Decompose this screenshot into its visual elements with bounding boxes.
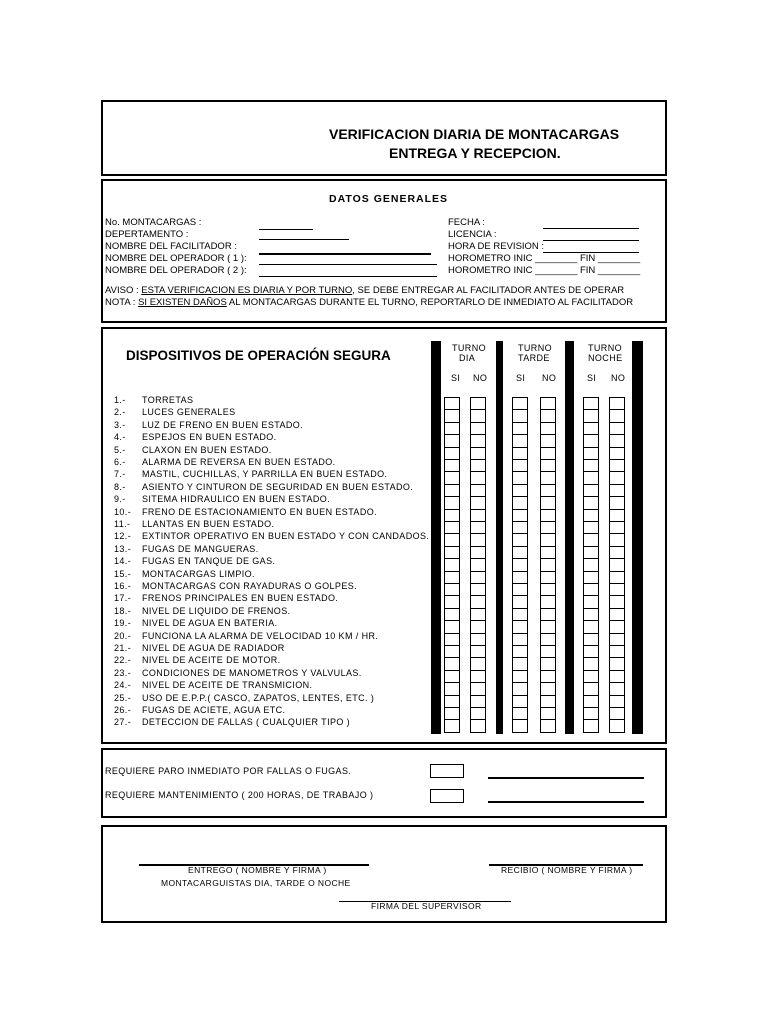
checklist-checkbox[interactable] bbox=[444, 521, 460, 534]
checklist-checkbox[interactable] bbox=[609, 645, 625, 658]
checklist-checkbox[interactable] bbox=[470, 558, 486, 571]
checklist-item-text: NIVEL DE AGUA DE RADIADOR bbox=[142, 643, 285, 653]
checklist-checkbox[interactable] bbox=[444, 558, 460, 571]
shift-noche-line1: TURNO bbox=[588, 343, 622, 353]
checklist-item-number: 11.- bbox=[114, 519, 131, 529]
checklist-checkbox[interactable] bbox=[470, 707, 486, 720]
checklist-checkbox[interactable] bbox=[583, 422, 599, 435]
checklist-checkbox[interactable] bbox=[540, 682, 556, 695]
checklist-checkbox[interactable] bbox=[540, 558, 556, 571]
checklist-checkbox[interactable] bbox=[540, 719, 556, 732]
departamento-input-line[interactable] bbox=[259, 239, 349, 240]
checklist-checkbox[interactable] bbox=[470, 546, 486, 559]
checklist-item-text: LLANTAS EN BUEN ESTADO. bbox=[142, 519, 275, 529]
checklist-checkbox[interactable] bbox=[512, 657, 528, 670]
checklist-checkbox[interactable] bbox=[512, 571, 528, 584]
shift-tarde-line1: TURNO bbox=[518, 343, 552, 353]
checklist-checkbox[interactable] bbox=[470, 670, 486, 683]
checklist-checkbox[interactable] bbox=[444, 657, 460, 670]
hora-revision-input-line[interactable] bbox=[543, 252, 639, 253]
nota-note bbox=[105, 297, 633, 308]
checklist-checkbox[interactable] bbox=[609, 509, 625, 522]
checklist-checkbox[interactable] bbox=[609, 571, 625, 584]
checklist-checkbox[interactable] bbox=[540, 633, 556, 646]
checklist-item-number: 22.- bbox=[114, 655, 132, 666]
checklist-heading: DISPOSITIVOS DE OPERACIÓN SEGURA bbox=[126, 348, 391, 363]
checklist-item-number: 13.- bbox=[114, 543, 132, 554]
checklist-checkbox[interactable] bbox=[512, 397, 528, 410]
field-label-hora-revision: HORA DE REVISION : bbox=[448, 241, 545, 252]
requirement-paro-line[interactable] bbox=[488, 777, 644, 779]
checklist-checkbox[interactable] bbox=[470, 521, 486, 534]
checklist-checkbox[interactable] bbox=[609, 447, 625, 460]
checklist-item-number: 15.- bbox=[114, 568, 132, 579]
checklist-checkbox[interactable] bbox=[609, 620, 625, 633]
checklist-item-number: 23.- bbox=[114, 667, 132, 678]
checklist-checkbox[interactable] bbox=[444, 533, 460, 546]
checklist-checkbox[interactable] bbox=[470, 595, 486, 608]
checklist-checkbox[interactable] bbox=[470, 571, 486, 584]
checklist-item-number: 7.- bbox=[114, 469, 126, 480]
operador-2-input-line[interactable] bbox=[259, 276, 437, 277]
no-label-dia: NO bbox=[473, 373, 488, 383]
checklist-checkbox[interactable] bbox=[609, 521, 625, 534]
checklist-checkbox[interactable] bbox=[583, 434, 599, 447]
aviso-rest: , SE DEBE ENTREGAR AL FACILITADOR ANTES DE OPERAR bbox=[352, 285, 625, 296]
checklist-checkbox[interactable] bbox=[609, 484, 625, 497]
shift-tarde-line2: TARDE bbox=[518, 353, 550, 363]
checklist-checkbox[interactable] bbox=[512, 496, 528, 509]
checklist-checkbox[interactable] bbox=[512, 509, 528, 522]
checklist-checkbox[interactable] bbox=[540, 471, 556, 484]
checklist-item-number: 20.- bbox=[114, 630, 132, 641]
field-label-horometro-1: HOROMETRO INIC ________ FIN ________ bbox=[448, 253, 641, 264]
checklist-checkbox[interactable] bbox=[470, 719, 486, 732]
checklist-checkbox[interactable] bbox=[444, 707, 460, 720]
checklist-checkbox[interactable] bbox=[512, 533, 528, 546]
checklist-checkbox[interactable] bbox=[540, 670, 556, 683]
checklist-checkbox[interactable] bbox=[470, 608, 486, 621]
checklist-item-number: 1.- bbox=[114, 395, 126, 405]
checklist-item-text: ASIENTO Y CINTURON DE SEGURIDAD EN BUEN ESTADO. bbox=[142, 481, 414, 492]
checklist-checkbox[interactable] bbox=[609, 471, 625, 484]
checklist-item-text: NIVEL DE ACEITE DE MOTOR. bbox=[142, 655, 281, 666]
facilitador-input-line[interactable] bbox=[259, 253, 431, 255]
shift-separator-bar bbox=[565, 341, 574, 734]
checklist-checkbox[interactable] bbox=[540, 459, 556, 472]
checklist-checkbox[interactable] bbox=[444, 682, 460, 695]
checklist-checkbox[interactable] bbox=[470, 657, 486, 670]
checklist-checkbox[interactable] bbox=[609, 595, 625, 608]
checklist-checkbox[interactable] bbox=[444, 645, 460, 658]
shift-separator-bar bbox=[632, 341, 643, 734]
field-label-operador-2: NOMBRE DEL OPERADOR ( 2 ): bbox=[105, 265, 247, 276]
entrego-sublabel: MONTACARGUISTAS DIA, TARDE O NOCHE bbox=[161, 878, 351, 888]
checklist-item-number: 6.- bbox=[114, 457, 126, 467]
checklist-checkbox[interactable] bbox=[583, 719, 599, 732]
checklist-item-number: 5.- bbox=[114, 444, 126, 455]
checklist-checkbox[interactable] bbox=[540, 571, 556, 584]
checklist-checkbox[interactable] bbox=[444, 434, 460, 447]
general-data-heading: DATOS GENERALES bbox=[329, 193, 449, 205]
checklist-item-text: NIVEL DE ACEITE DE TRANSMICION. bbox=[142, 680, 313, 691]
checklist-checkbox[interactable] bbox=[512, 645, 528, 658]
checklist-checkbox[interactable] bbox=[470, 509, 486, 522]
checklist-checkbox[interactable] bbox=[444, 496, 460, 509]
nota-label: NOTA : bbox=[105, 297, 136, 308]
checklist-checkbox[interactable] bbox=[444, 471, 460, 484]
entrego-label: ENTREGO ( NOMBRE Y FIRMA ) bbox=[188, 865, 327, 875]
checklist-item-text: CLAXON EN BUEN ESTADO. bbox=[142, 444, 272, 455]
checklist-item-text: NIVEL DE AGUA EN BATERIA. bbox=[142, 618, 278, 629]
checklist-checkbox[interactable] bbox=[512, 633, 528, 646]
checklist-checkbox[interactable] bbox=[444, 695, 460, 708]
checklist-item-text: ALARMA DE REVERSA EN BUEN ESTADO. bbox=[142, 457, 336, 467]
checklist-item-text: LUZ DE FRENO EN BUEN ESTADO. bbox=[142, 419, 304, 430]
checklist-checkbox[interactable] bbox=[609, 434, 625, 447]
checklist-checkbox[interactable] bbox=[540, 422, 556, 435]
checklist-checkbox[interactable] bbox=[512, 608, 528, 621]
checklist-checkbox[interactable] bbox=[609, 707, 625, 720]
checklist-item-number: 12.- bbox=[114, 531, 132, 542]
checklist-checkbox[interactable] bbox=[470, 695, 486, 708]
checklist-checkbox[interactable] bbox=[470, 471, 486, 484]
checklist-checkbox[interactable] bbox=[583, 695, 599, 708]
checklist-checkbox[interactable] bbox=[609, 670, 625, 683]
checklist-checkbox[interactable] bbox=[609, 583, 625, 596]
checklist-checkbox[interactable] bbox=[470, 620, 486, 633]
checklist-item-text: MONTACARGAS CON RAYADURAS O GOLPES. bbox=[142, 581, 358, 591]
checklist-checkbox[interactable] bbox=[540, 434, 556, 447]
requirement-mantenimiento-checkbox[interactable] bbox=[430, 789, 464, 803]
checklist-checkbox[interactable] bbox=[583, 521, 599, 534]
checklist-checkbox[interactable] bbox=[512, 546, 528, 559]
checklist-checkbox[interactable] bbox=[540, 707, 556, 720]
checklist-item-number: 3.- bbox=[114, 419, 126, 430]
checklist-checkbox[interactable] bbox=[609, 409, 625, 422]
checklist-checkbox[interactable] bbox=[444, 397, 460, 410]
supervisor-label: FIRMA DEL SUPERVISOR bbox=[371, 901, 482, 911]
checklist-item-number: 8.- bbox=[114, 481, 126, 492]
field-label-departamento: DEPERTAMENTO : bbox=[105, 229, 189, 240]
shift-dia-line2: DIA bbox=[459, 353, 476, 363]
checklist-item-text: FUGAS DE MANGUERAS. bbox=[142, 543, 259, 554]
checklist-checkbox[interactable] bbox=[609, 533, 625, 546]
checklist-checkbox[interactable] bbox=[444, 546, 460, 559]
form-title: VERIFICACION DIARIA DE MONTACARGAS bbox=[329, 126, 620, 142]
checklist-checkbox[interactable] bbox=[583, 546, 599, 559]
checklist-item-number: 16.- bbox=[114, 581, 132, 591]
checklist-checkbox[interactable] bbox=[470, 583, 486, 596]
checklist-checkbox[interactable] bbox=[540, 397, 556, 410]
no-label-noche: NO bbox=[611, 373, 626, 383]
checklist-checkbox[interactable] bbox=[512, 682, 528, 695]
checklist-checkbox[interactable] bbox=[540, 608, 556, 621]
general-data-box bbox=[101, 179, 667, 323]
checklist-checkbox[interactable] bbox=[583, 496, 599, 509]
form-subtitle: ENTREGA Y RECEPCION. bbox=[389, 145, 561, 161]
requirement-paro-label: REQUIERE PARO INMEDIATO POR FALLAS O FUGAS. bbox=[105, 766, 352, 776]
checklist-item-text: FRENO DE ESTACIONAMIENTO EN BUEN ESTADO. bbox=[142, 506, 378, 517]
checklist-checkbox[interactable] bbox=[609, 546, 625, 559]
checklist-item-text: NIVEL DE LIQUIDO DE FRENOS. bbox=[142, 605, 291, 616]
checklist-checkbox[interactable] bbox=[540, 521, 556, 534]
checklist-checkbox[interactable] bbox=[444, 447, 460, 460]
checklist-checkbox[interactable] bbox=[444, 459, 460, 472]
checklist-checkbox[interactable] bbox=[512, 447, 528, 460]
checklist-item-text: FUNCIONA LA ALARMA DE VELOCIDAD 10 KM / HR. bbox=[142, 630, 379, 641]
header-box bbox=[101, 100, 667, 176]
checklist-checkbox[interactable] bbox=[540, 620, 556, 633]
checklist-item-text: DETECCION DE FALLAS ( CUALQUIER TIPO ) bbox=[142, 717, 351, 728]
checklist-checkbox[interactable] bbox=[583, 571, 599, 584]
checklist-checkbox[interactable] bbox=[583, 620, 599, 633]
shift-dia-line1: TURNO bbox=[452, 343, 486, 353]
checklist-checkbox[interactable] bbox=[512, 707, 528, 720]
checklist-checkbox[interactable] bbox=[540, 695, 556, 708]
checklist-checkbox[interactable] bbox=[609, 719, 625, 732]
checklist-checkbox[interactable] bbox=[512, 719, 528, 732]
checklist-checkbox[interactable] bbox=[444, 409, 460, 422]
checklist-checkbox[interactable] bbox=[444, 620, 460, 633]
checklist-checkbox[interactable] bbox=[470, 633, 486, 646]
checklist-checkbox[interactable] bbox=[540, 496, 556, 509]
checklist-box bbox=[101, 327, 667, 744]
aviso-label: AVISO : bbox=[105, 285, 139, 296]
checklist-checkbox[interactable] bbox=[583, 471, 599, 484]
montacargas-input-line[interactable] bbox=[259, 229, 313, 230]
checklist-item-text: CONDICIONES DE MANOMETROS Y VALVULAS. bbox=[142, 667, 362, 678]
checklist-item-text: EXTINTOR OPERATIVO EN BUEN ESTADO Y CON CANDADOS. bbox=[142, 531, 430, 542]
operador-1-input-line[interactable] bbox=[259, 264, 437, 265]
checklist-item-text: MONTACARGAS LIMPIO. bbox=[142, 568, 255, 579]
checklist-checkbox[interactable] bbox=[512, 595, 528, 608]
checklist-item-number: 18.- bbox=[114, 605, 132, 616]
si-label-noche: SI bbox=[587, 373, 597, 383]
checklist-item-number: 2.- bbox=[114, 407, 126, 418]
signatures-box bbox=[101, 825, 667, 923]
checklist-checkbox[interactable] bbox=[583, 558, 599, 571]
checklist-checkbox[interactable] bbox=[470, 409, 486, 422]
aviso-underlined: ESTA VERIFICACION ES DIARIA Y POR TURNO bbox=[141, 285, 353, 296]
checklist-checkbox[interactable] bbox=[609, 422, 625, 435]
checklist-checkbox[interactable] bbox=[512, 422, 528, 435]
checklist-checkbox[interactable] bbox=[540, 533, 556, 546]
checklist-item-number: 4.- bbox=[114, 432, 126, 443]
checklist-checkbox[interactable] bbox=[583, 633, 599, 646]
checklist-item-number: 14.- bbox=[114, 556, 132, 567]
checklist-item-number: 21.- bbox=[114, 643, 132, 653]
checklist-checkbox[interactable] bbox=[583, 447, 599, 460]
checklist-checkbox[interactable] bbox=[583, 484, 599, 497]
fecha-input-line[interactable] bbox=[543, 228, 639, 229]
checklist-checkbox[interactable] bbox=[512, 521, 528, 534]
checklist-checkbox[interactable] bbox=[470, 422, 486, 435]
licencia-input-line[interactable] bbox=[543, 240, 639, 241]
checklist-checkbox[interactable] bbox=[583, 670, 599, 683]
checklist-item-text: MASTIL, CUCHILLAS, Y PARRILLA EN BUEN ESTADO. bbox=[142, 469, 388, 480]
checklist-checkbox[interactable] bbox=[512, 459, 528, 472]
checklist-checkbox[interactable] bbox=[583, 583, 599, 596]
checklist-item-number: 24.- bbox=[114, 680, 132, 691]
field-label-operador-1: NOMBRE DEL OPERADOR ( 1 ): bbox=[105, 253, 247, 264]
checklist-checkbox[interactable] bbox=[470, 682, 486, 695]
checklist-checkbox[interactable] bbox=[444, 608, 460, 621]
shift-separator-bar bbox=[496, 341, 503, 734]
checklist-checkbox[interactable] bbox=[583, 509, 599, 522]
checklist-checkbox[interactable] bbox=[444, 595, 460, 608]
checklist-item-number: 10.- bbox=[114, 506, 132, 517]
checklist-checkbox[interactable] bbox=[540, 583, 556, 596]
no-label-tarde: NO bbox=[542, 373, 557, 383]
checklist-item-text: LUCES GENERALES bbox=[142, 407, 236, 418]
checklist-item-text: FUGAS EN TANQUE DE GAS. bbox=[142, 556, 276, 567]
checklist-checkbox[interactable] bbox=[512, 620, 528, 633]
nota-underlined: SI EXISTEN DAÑOS bbox=[138, 297, 227, 308]
checklist-checkbox[interactable] bbox=[583, 657, 599, 670]
checklist-checkbox[interactable] bbox=[609, 558, 625, 571]
checklist-item-number: 26.- bbox=[114, 705, 132, 715]
requirement-mantenimiento-label: REQUIERE MANTENIMIENTO ( 200 HORAS, DE TRABAJO ) bbox=[105, 790, 374, 800]
checklist-checkbox[interactable] bbox=[609, 496, 625, 509]
checklist-checkbox[interactable] bbox=[512, 583, 528, 596]
checklist-checkbox[interactable] bbox=[540, 509, 556, 522]
checklist-item-number: 17.- bbox=[114, 593, 132, 604]
si-label-tarde: SI bbox=[516, 373, 526, 383]
checklist-checkbox[interactable] bbox=[540, 657, 556, 670]
checklist-item-text: ESPEJOS EN BUEN ESTADO. bbox=[142, 432, 277, 443]
checklist-checkbox[interactable] bbox=[540, 595, 556, 608]
checklist-checkbox[interactable] bbox=[444, 484, 460, 497]
checklist-checkbox[interactable] bbox=[444, 719, 460, 732]
si-label-dia: SI bbox=[451, 373, 461, 383]
checklist-checkbox[interactable] bbox=[470, 434, 486, 447]
field-label-facilitador: NOMBRE DEL FACILITADOR : bbox=[105, 241, 237, 252]
checklist-checkbox[interactable] bbox=[540, 484, 556, 497]
checklist-checkbox[interactable] bbox=[512, 670, 528, 683]
checklist-item-number: 9.- bbox=[114, 494, 126, 505]
checklist-item-number: 19.- bbox=[114, 618, 132, 629]
aviso-note bbox=[105, 285, 624, 296]
checklist-checkbox[interactable] bbox=[470, 459, 486, 472]
checklist-checkbox[interactable] bbox=[444, 422, 460, 435]
checklist-checkbox[interactable] bbox=[609, 608, 625, 621]
checklist-checkbox[interactable] bbox=[512, 471, 528, 484]
checklist-checkbox[interactable] bbox=[444, 583, 460, 596]
checklist-checkbox[interactable] bbox=[512, 558, 528, 571]
checklist-item-text: FUGAS DE ACIETE, AGUA ETC. bbox=[142, 705, 286, 715]
checklist-checkbox[interactable] bbox=[609, 695, 625, 708]
checklist-checkbox[interactable] bbox=[583, 533, 599, 546]
shift-noche-line2: NOCHE bbox=[588, 353, 623, 363]
checklist-checkbox[interactable] bbox=[583, 595, 599, 608]
checklist-checkbox[interactable] bbox=[444, 571, 460, 584]
checklist-checkbox[interactable] bbox=[470, 484, 486, 497]
field-label-horometro-2: HOROMETRO INIC ________ FIN ________ bbox=[448, 265, 641, 276]
checklist-checkbox[interactable] bbox=[540, 645, 556, 658]
checklist-checkbox[interactable] bbox=[512, 695, 528, 708]
checklist-item-text: SITEMA HIDRAULICO EN BUEN ESTADO. bbox=[142, 494, 331, 505]
checklist-checkbox[interactable] bbox=[470, 397, 486, 410]
checklist-checkbox[interactable] bbox=[444, 670, 460, 683]
checklist-checkbox[interactable] bbox=[609, 397, 625, 410]
checklist-checkbox[interactable] bbox=[444, 509, 460, 522]
checklist-checkbox[interactable] bbox=[470, 533, 486, 546]
checklist-item-number: 25.- bbox=[114, 692, 132, 703]
checklist-checkbox[interactable] bbox=[470, 496, 486, 509]
field-label-fecha: FECHA : bbox=[448, 217, 485, 228]
checklist-item-text: FRENOS PRINCIPALES EN BUEN ESTADO. bbox=[142, 593, 339, 604]
shift-separator-bar bbox=[431, 341, 441, 734]
checklist-checkbox[interactable] bbox=[583, 707, 599, 720]
checklist-item-text: USO DE E.P.P.( CASCO, ZAPATOS, LENTES, ETC. ) bbox=[142, 692, 375, 703]
checklist-checkbox[interactable] bbox=[609, 682, 625, 695]
checklist-item-text: TORRETAS bbox=[142, 395, 194, 405]
checklist-checkbox[interactable] bbox=[583, 682, 599, 695]
checklist-checkbox[interactable] bbox=[583, 397, 599, 410]
recibio-label: RECIBIO ( NOMBRE Y FIRMA ) bbox=[501, 865, 633, 875]
checklist-checkbox[interactable] bbox=[609, 657, 625, 670]
checklist-checkbox[interactable] bbox=[540, 447, 556, 460]
field-label-licencia: LICENCIA : bbox=[448, 229, 497, 240]
field-label-montacargas: No. MONTACARGAS : bbox=[105, 217, 202, 228]
checklist-item-number: 27.- bbox=[114, 717, 132, 728]
checklist-checkbox[interactable] bbox=[609, 459, 625, 472]
checklist-checkbox[interactable] bbox=[583, 459, 599, 472]
checklist-checkbox[interactable] bbox=[470, 645, 486, 658]
requirement-paro-checkbox[interactable] bbox=[430, 764, 464, 778]
checklist-checkbox[interactable] bbox=[583, 409, 599, 422]
requirement-mantenimiento-line[interactable] bbox=[488, 801, 644, 803]
checklist-checkbox[interactable] bbox=[583, 645, 599, 658]
requirements-box bbox=[101, 748, 667, 818]
checklist-checkbox[interactable] bbox=[512, 409, 528, 422]
checklist-checkbox[interactable] bbox=[470, 447, 486, 460]
checklist-checkbox[interactable] bbox=[540, 546, 556, 559]
checklist-checkbox[interactable] bbox=[583, 608, 599, 621]
checklist-checkbox[interactable] bbox=[512, 434, 528, 447]
nota-rest: AL MONTACARGAS DURANTE EL TURNO, REPORTARLO DE INMEDIATO AL FACILITADOR bbox=[226, 297, 634, 308]
checklist-checkbox[interactable] bbox=[512, 484, 528, 497]
checklist-checkbox[interactable] bbox=[540, 409, 556, 422]
checklist-checkbox[interactable] bbox=[609, 633, 625, 646]
checklist-checkbox[interactable] bbox=[444, 633, 460, 646]
